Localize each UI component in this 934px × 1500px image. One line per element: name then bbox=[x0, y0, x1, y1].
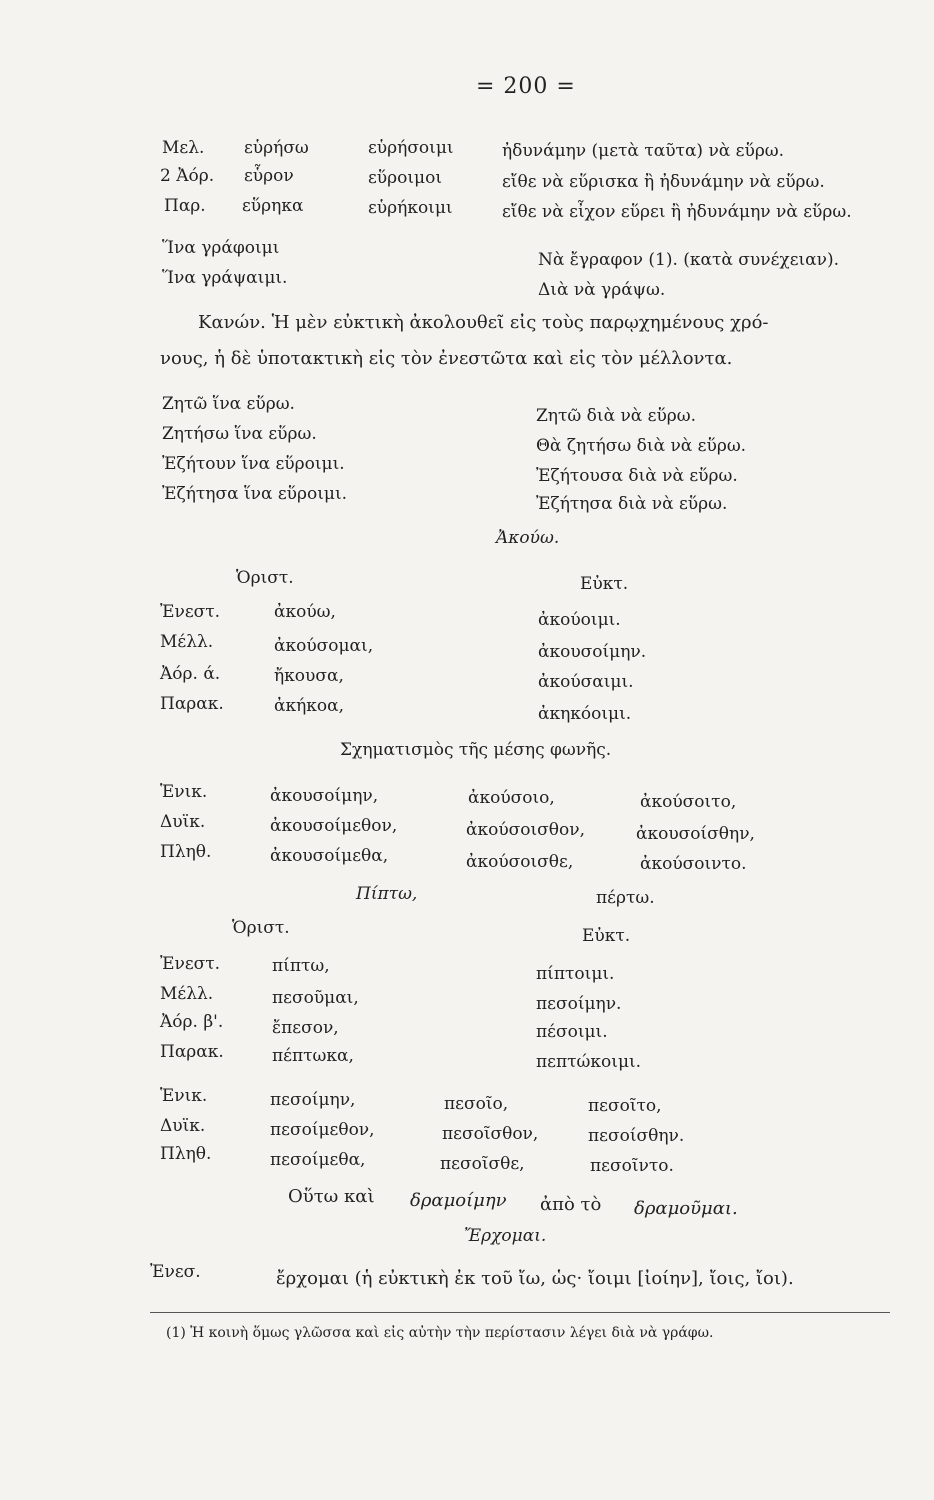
verb-form: πεπτώκοιμι. bbox=[536, 1052, 642, 1072]
verb-form: ἀκούσοισθε, bbox=[466, 852, 574, 872]
number-label: Πληθ. bbox=[160, 1144, 212, 1164]
example-right: Ἐζήτησα διὰ νὰ εὕρω. bbox=[536, 494, 728, 514]
verb-form: ἀκούσοιο, bbox=[468, 788, 555, 808]
verb-form: εὕροιμοι bbox=[368, 168, 442, 188]
column-header-optative: Εὐκτ. bbox=[582, 926, 631, 946]
akouo-title: Ἀκούω. bbox=[496, 528, 560, 548]
rule-line-1: Κανών. Ἡ μὲν εὐκτικὴ ἀκολουθεῖ εἰς τοὺς παρῳχημένους χρό- bbox=[198, 312, 769, 333]
verb-form: πεσοίμην, bbox=[270, 1090, 356, 1110]
footnote-separator bbox=[150, 1312, 890, 1313]
verb-form: ἀκούω, bbox=[274, 602, 336, 622]
verb-form: πεσοῖσθε, bbox=[440, 1154, 525, 1174]
translation: ἠδυνάμην (μετὰ ταῦτα) νὰ εὕρω. bbox=[502, 141, 785, 161]
example-left: Ἐζήτουν ἵνα εὕροιμι. bbox=[162, 454, 345, 474]
tense-label: Ἐνεστ. bbox=[160, 602, 221, 622]
verb-form: πεσοίμεθα, bbox=[270, 1150, 366, 1170]
tense-label: Μέλλ. bbox=[160, 632, 214, 652]
number-label: Πληθ. bbox=[160, 842, 212, 862]
column-header-optative: Εὐκτ. bbox=[580, 574, 629, 594]
tense-label: Ἐνεσ. bbox=[150, 1262, 201, 1282]
verb-form: ἔπεσον, bbox=[272, 1018, 339, 1038]
translation: Διὰ νὰ γράψω. bbox=[538, 280, 666, 300]
number-label: Δυϊκ. bbox=[160, 812, 206, 832]
pipto-title-right: πέρτω. bbox=[596, 888, 655, 908]
verb-form: ἀκούσοιτο, bbox=[640, 792, 737, 812]
erchomai-text: ἔρχομαι (ἡ εὐκτικὴ ἐκ τοῦ ἴω, ὡς· ἴοιμι [ἰοίην], ἴοις, ἴοι). bbox=[276, 1268, 794, 1289]
verb-form: ἀκούοιμι. bbox=[538, 610, 621, 630]
translation: Νὰ ἔγραφον (1). (κατὰ συνέχειαν). bbox=[538, 250, 840, 270]
verb-form: εὕρηκα bbox=[242, 196, 304, 216]
outo-word2: δραμοῦμαι. bbox=[634, 1198, 738, 1219]
verb-form: πεσοῖτο, bbox=[588, 1096, 662, 1116]
verb-form: πέσοιμι. bbox=[536, 1022, 608, 1042]
verb-form: πεσοίμεθον, bbox=[270, 1120, 375, 1140]
page-number: = 200 = bbox=[476, 74, 576, 99]
verb-form: ἀκούσοιντο. bbox=[640, 854, 747, 874]
tense-label: Ἀόρ. β'. bbox=[160, 1012, 224, 1032]
verb-form: πεσοῖο, bbox=[444, 1094, 509, 1114]
example-left: Ἐζήτησα ἵνα εὕροιμι. bbox=[162, 484, 348, 504]
ina-form: Ἵνα γράψαιμι. bbox=[162, 268, 288, 288]
verb-form: πεσοίσθην. bbox=[588, 1126, 685, 1146]
number-label: Ἑνικ. bbox=[160, 782, 208, 802]
tense-label: Παρακ. bbox=[160, 694, 224, 714]
tense-label: Μελ. bbox=[162, 138, 205, 158]
outo-lead: Οὕτω καὶ bbox=[288, 1186, 375, 1207]
footnote: (1) Ἡ κοινὴ ὅμως γλῶσσα καὶ εἰς αὐτὴν τὴν περίστασιν λέγει διὰ νὰ γράφω. bbox=[166, 1325, 714, 1341]
tense-label: Παρ. bbox=[164, 196, 206, 216]
rule-line-2: νους, ἡ δὲ ὑποτακτικὴ εἰς τὸν ἐνεστῶτα καὶ εἰς τὸν μέλλοντα. bbox=[160, 348, 733, 369]
outo-mid: ἀπὸ τὸ bbox=[540, 1194, 602, 1215]
erchomai-title: Ἔρχομαι. bbox=[464, 1226, 547, 1246]
verb-form: πεσοῖντο. bbox=[590, 1156, 674, 1176]
verb-form: ἀκήκοα, bbox=[274, 696, 345, 716]
verb-form: εὗρον bbox=[244, 166, 294, 186]
example-left: Ζητήσω ἵνα εὕρω. bbox=[162, 424, 317, 444]
middle-voice-title: Σχηματισμὸς τῆς μέσης φωνῆς. bbox=[340, 740, 612, 760]
verb-form: εὑρήσοιμι bbox=[368, 138, 454, 158]
verb-form: εὑρήσω bbox=[244, 138, 309, 158]
verb-form: ἀκηκόοιμι. bbox=[538, 704, 632, 724]
example-right: Θὰ ζητήσω διὰ νὰ εὕρω. bbox=[536, 436, 747, 456]
verb-form: πεσοίμην. bbox=[536, 994, 622, 1014]
tense-label: Παρακ. bbox=[160, 1042, 224, 1062]
verb-form: ἀκούσοισθον, bbox=[466, 820, 585, 840]
number-label: Δυϊκ. bbox=[160, 1116, 206, 1136]
translation: εἴθε νὰ εὕρισκα ἢ ἠδυνάμην νὰ εὕρω. bbox=[502, 172, 825, 192]
verb-form: ἤκουσα, bbox=[274, 666, 344, 686]
column-header-indicative: Ὁριστ. bbox=[236, 568, 294, 588]
ina-form: Ἵνα γράφοιμι bbox=[162, 238, 280, 258]
tense-label: 2 Ἀόρ. bbox=[160, 166, 215, 186]
number-label: Ἑνικ. bbox=[160, 1086, 208, 1106]
tense-label: Ἐνεστ. bbox=[160, 954, 221, 974]
verb-form: πεσοῖσθον, bbox=[442, 1124, 539, 1144]
verb-form: πέπτωκα, bbox=[272, 1046, 354, 1066]
verb-form: ἀκουσοίμην. bbox=[538, 642, 647, 662]
verb-form: ἀκουσοίμην, bbox=[270, 786, 379, 806]
example-left: Ζητῶ ἵνα εὕρω. bbox=[162, 394, 295, 414]
example-right: Ἐζήτουσα διὰ νὰ εὕρω. bbox=[536, 466, 738, 486]
verb-form: πίπτοιμι. bbox=[536, 964, 615, 984]
verb-form: ἀκούσομαι, bbox=[274, 636, 374, 656]
verb-form: ἀκουσοίμεθον, bbox=[270, 816, 398, 836]
verb-form: ἀκούσαιμι. bbox=[538, 672, 634, 692]
verb-form: ἀκουσοίσθην, bbox=[636, 824, 755, 844]
column-header-indicative: Ὁριστ. bbox=[232, 918, 290, 938]
translation: εἴθε νὰ εἶχον εὕρει ἢ ἠδυνάμην νὰ εὕρω. bbox=[502, 202, 852, 222]
verb-form: ἀκουσοίμεθα, bbox=[270, 846, 389, 866]
tense-label: Μέλλ. bbox=[160, 984, 214, 1004]
example-right: Ζητῶ διὰ νὰ εὕρω. bbox=[536, 406, 697, 426]
verb-form: εὑρήκοιμι bbox=[368, 198, 453, 218]
pipto-title: Πίπτω, bbox=[356, 884, 418, 904]
tense-label: Ἀόρ. ά. bbox=[160, 664, 221, 684]
outo-word: δραμοίμην bbox=[410, 1190, 507, 1211]
verb-form: πίπτω, bbox=[272, 956, 330, 976]
verb-form: πεσοῦμαι, bbox=[272, 988, 359, 1008]
